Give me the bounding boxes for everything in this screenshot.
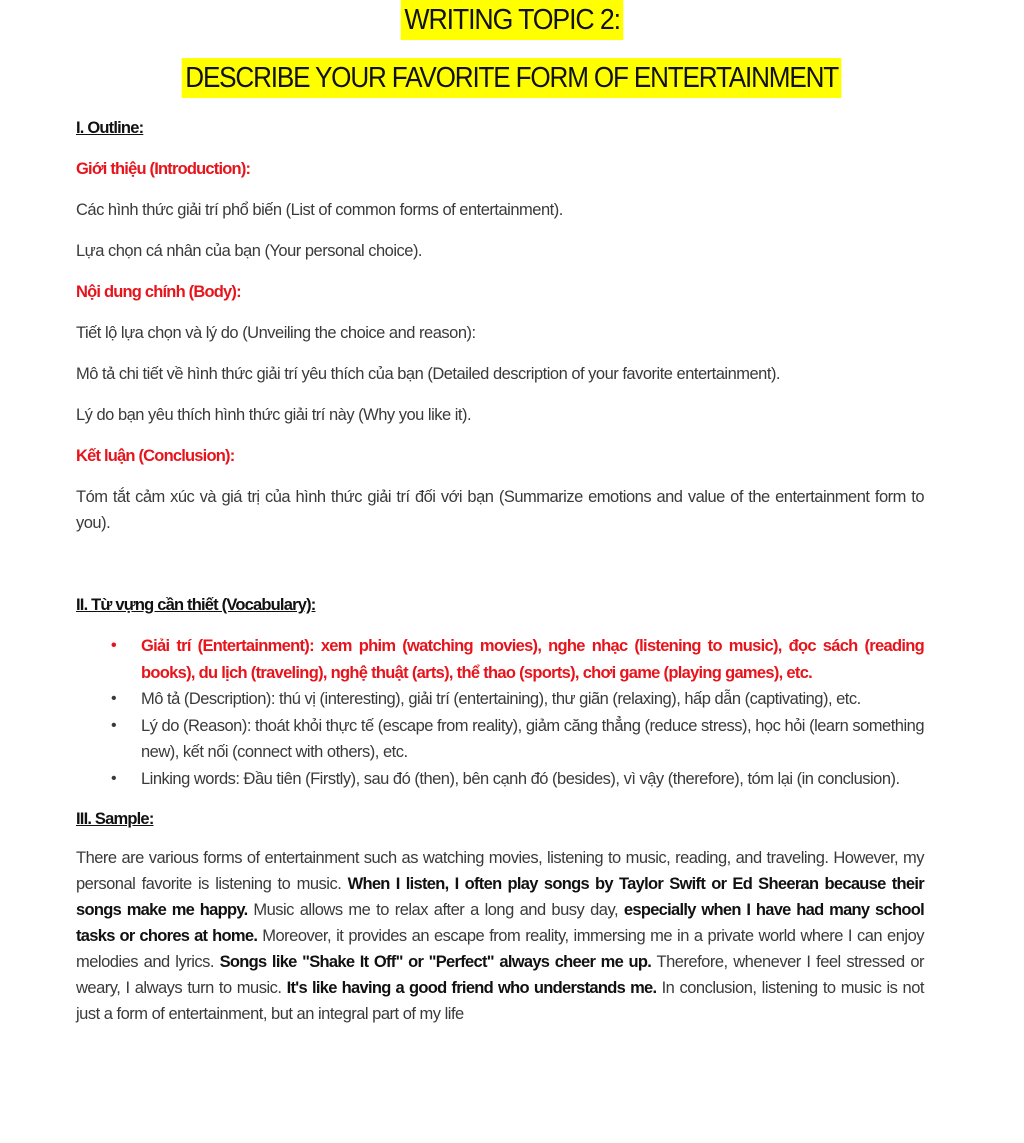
vocabulary-list bbox=[76, 633, 924, 792]
title-line-1-wrap bbox=[0, 0, 1024, 40]
title-line-2-wrap bbox=[0, 58, 1024, 98]
bullet-icon: • bbox=[111, 769, 117, 787]
sample-paragraph bbox=[76, 845, 924, 1027]
sample-heading: III. Sample: bbox=[76, 810, 154, 828]
vocabulary-item-entertainment bbox=[111, 633, 924, 686]
conclusion-heading: Kết luận (Conclusion): bbox=[76, 447, 235, 465]
vocabulary-heading: II. Từ vựng cần thiết (Vocabulary): bbox=[76, 596, 316, 614]
sample-text: Music allows me to relax after a long and busy day, bbox=[247, 901, 624, 919]
body-line: Tiết lộ lựa chọn và lý do (Unveiling the choice and reason): bbox=[76, 324, 476, 342]
body-heading: Nội dung chính (Body): bbox=[76, 283, 241, 301]
introduction-heading: Giới thiệu (Introduction): bbox=[76, 160, 251, 178]
sample-text-bold: especially when I have had many school tasks or chores at home. bbox=[76, 901, 924, 945]
sample-text-bold: It's like having a good friend who understands me. bbox=[286, 979, 657, 997]
bullet-icon: • bbox=[111, 637, 116, 654]
vocabulary-item-text: Giải trí (Entertainment): xem phim (watching movies), nghe nhạc (listening to music), đọc sách (reading books), du lịch (traveling), nghệ thuật (arts), thể thao (sports), chơi game (playing games), etc. bbox=[141, 637, 924, 682]
sample-text: In conclusion, listening to music is not just a form of entertainment, but an integral part of my life bbox=[76, 979, 924, 1023]
sample-text-bold: Songs like "Shake It Off" or "Perfect" always cheer me up. bbox=[219, 953, 652, 971]
vocabulary-item-linking-words bbox=[111, 766, 924, 793]
sample-text: There are various forms of entertainment such as watching movies, listening to music, reading, and traveling. However, my personal favorite is listening to music. bbox=[76, 849, 924, 893]
sample-text-bold: When I listen, I often play songs by Taylor Swift or Ed Sheeran because their songs make me happy. bbox=[76, 875, 924, 919]
vocabulary-item-reason bbox=[111, 713, 924, 766]
introduction-line: Lựa chọn cá nhân của bạn (Your personal choice). bbox=[76, 242, 423, 260]
vocabulary-item-text: Lý do (Reason): thoát khỏi thực tế (escape from reality), giảm căng thẳng (reduce stress), học hỏi (learn something new), kết nối (connect with others), etc. bbox=[141, 716, 924, 761]
document-title: WRITING TOPIC 2: bbox=[401, 0, 624, 40]
sample-text: Moreover, it provides an escape from reality, immersing me in a private world where I can enjoy melodies and lyrics. bbox=[76, 927, 925, 971]
conclusion-line: Tóm tắt cảm xúc và giá trị của hình thức giải trí đối với bạn (Summarize emotions and value of the entertainment form to you). bbox=[76, 488, 924, 532]
outline-heading: I. Outline: bbox=[76, 119, 144, 137]
sample-text: Therefore, whenever I feel stressed or weary, I always turn to music. bbox=[76, 953, 924, 997]
bullet-icon: • bbox=[111, 716, 117, 734]
document-body bbox=[76, 115, 924, 1027]
bullet-icon: • bbox=[111, 690, 117, 707]
vocabulary-item-description bbox=[111, 686, 924, 713]
document-subtitle: DESCRIBE YOUR FAVORITE FORM OF ENTERTAINMENT bbox=[182, 58, 842, 98]
introduction-line: Các hình thức giải trí phổ biến (List of common forms of entertainment). bbox=[76, 201, 563, 219]
vocabulary-item-text: Mô tả (Description): thú vị (interesting), giải trí (entertaining), thư giãn (relaxing), hấp dẫn (captivating), etc. bbox=[141, 690, 861, 708]
vocabulary-item-text: Linking words: Đầu tiên (Firstly), sau đó (then), bên cạnh đó (besides), vì vậy (therefore), tóm lại (in conclusion). bbox=[141, 769, 900, 788]
body-line: Lý do bạn yêu thích hình thức giải trí này (Why you like it). bbox=[76, 406, 472, 424]
body-line: Mô tả chi tiết về hình thức giải trí yêu thích của bạn (Detailed description of your favorite entertainment). bbox=[76, 365, 781, 383]
